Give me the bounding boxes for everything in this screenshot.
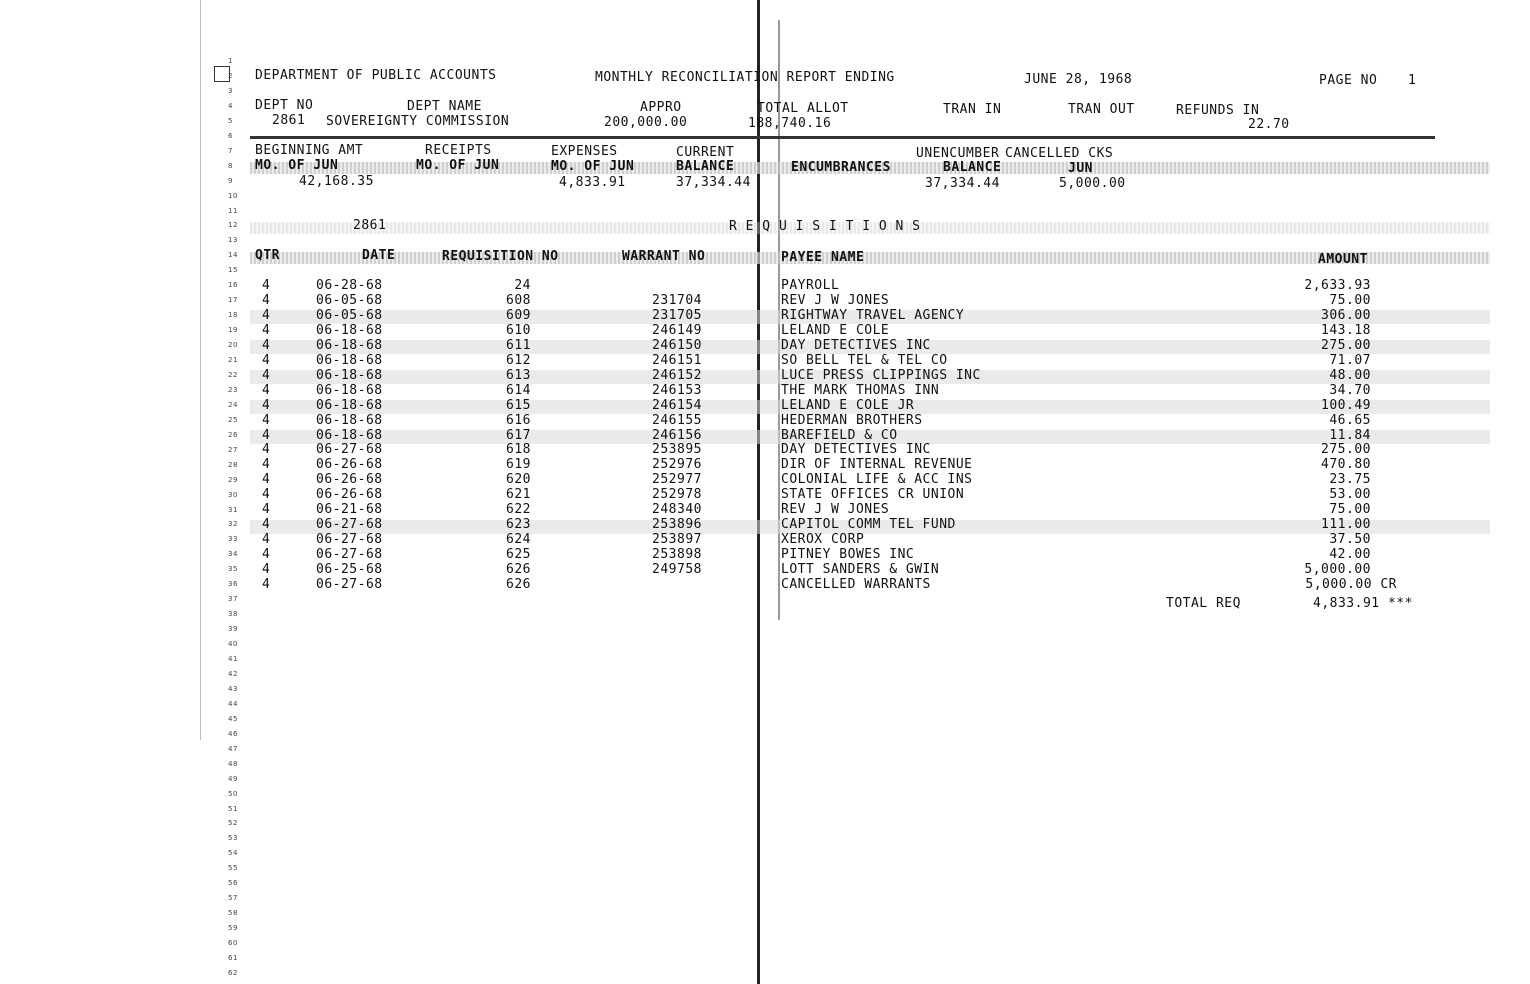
line-number: 53 <box>228 834 238 842</box>
cell-amount: 470.80 <box>1321 457 1371 472</box>
cell-qtr: 4 <box>262 293 271 308</box>
header-rule <box>250 136 1435 139</box>
cell-date: 06-18-68 <box>316 428 383 443</box>
cell-warrant: 252978 <box>652 487 702 502</box>
cell-req: 609 <box>506 308 531 323</box>
value-unencumbered-balance: 37,334.44 <box>925 176 1000 191</box>
line-number: 41 <box>228 655 238 663</box>
cell-warrant: 253896 <box>652 517 702 532</box>
value-current-balance: 37,334.44 <box>676 175 751 190</box>
cell-qtr: 4 <box>262 547 271 562</box>
line-number: 27 <box>228 446 238 454</box>
label-balance: BALANCE <box>943 160 1002 175</box>
cell-amount: 275.00 <box>1321 442 1371 457</box>
label-mo-of-jun: MO. OF JUN <box>416 158 500 173</box>
line-number: 45 <box>228 715 238 723</box>
line-number: 22 <box>228 371 238 379</box>
line-number: 3 <box>228 87 233 95</box>
cell-date: 06-26-68 <box>316 487 383 502</box>
cell-date: 06-25-68 <box>316 562 383 577</box>
cell-date: 06-27-68 <box>316 532 383 547</box>
line-number: 4 <box>228 102 233 110</box>
line-number: 57 <box>228 894 238 902</box>
line-number: 58 <box>228 909 238 917</box>
cell-amount: 48.00 <box>1329 368 1371 383</box>
cell-date: 06-18-68 <box>316 383 383 398</box>
line-number: 25 <box>228 416 238 424</box>
label-balance: BALANCE <box>676 159 735 174</box>
line-number: 2 <box>228 72 233 80</box>
cell-req: 612 <box>506 353 531 368</box>
cell-warrant: 246155 <box>652 413 702 428</box>
cell-amount: 53.00 <box>1329 487 1371 502</box>
column-header-payee-name: PAYEE NAME <box>781 250 865 265</box>
cell-payee: DIR OF INTERNAL REVENUE <box>781 457 973 472</box>
line-number: 36 <box>228 580 238 588</box>
cell-amount: 111.00 <box>1321 517 1371 532</box>
line-number: 12 <box>228 221 238 229</box>
cell-warrant: 246150 <box>652 338 702 353</box>
greenbar-band <box>250 249 1490 264</box>
cell-req: 610 <box>506 323 531 338</box>
page-number: 1 <box>1408 73 1417 88</box>
cell-payee: STATE OFFICES CR UNION <box>781 487 965 502</box>
line-number: 46 <box>228 730 238 738</box>
line-number: 38 <box>228 610 238 618</box>
line-number: 52 <box>228 819 238 827</box>
cell-req: 611 <box>506 338 531 353</box>
cell-qtr: 4 <box>262 502 271 517</box>
cell-payee: COLONIAL LIFE & ACC INS <box>781 472 973 487</box>
cell-warrant: 248340 <box>652 502 702 517</box>
line-number: 18 <box>228 311 238 319</box>
line-number: 30 <box>228 491 238 499</box>
column-header-requisition-no: REQUISITION NO <box>442 249 559 264</box>
label-tran-in: TRAN IN <box>943 102 1002 117</box>
cell-payee: LELAND E COLE <box>781 323 890 338</box>
cell-payee: HEDERMAN BROTHERS <box>781 413 923 428</box>
line-number: 1 <box>228 57 233 65</box>
cell-qtr: 4 <box>262 532 271 547</box>
line-number: 6 <box>228 132 233 140</box>
value-cancelled-jun: 5,000.00 <box>1059 176 1126 191</box>
cell-payee: REV J W JONES <box>781 293 890 308</box>
cell-warrant: 253895 <box>652 442 702 457</box>
line-number: 16 <box>228 281 238 289</box>
cell-date: 06-18-68 <box>316 353 383 368</box>
line-number: 31 <box>228 506 238 514</box>
department-title: DEPARTMENT OF PUBLIC ACCOUNTS <box>255 68 497 83</box>
cell-payee: XEROX CORP <box>781 532 865 547</box>
cell-date: 06-27-68 <box>316 442 383 457</box>
line-number: 60 <box>228 939 238 947</box>
cell-payee: RIGHTWAY TRAVEL AGENCY <box>781 308 965 323</box>
line-number: 54 <box>228 849 238 857</box>
line-number: 40 <box>228 640 238 648</box>
value-dept-no: 2861 <box>272 113 306 128</box>
label-beginning-amt: BEGINNING AMT <box>255 143 364 158</box>
cell-payee: LOTT SANDERS & GWIN <box>781 562 940 577</box>
line-number: 19 <box>228 326 238 334</box>
cell-qtr: 4 <box>262 278 271 293</box>
cell-date: 06-18-68 <box>316 368 383 383</box>
line-number: 43 <box>228 685 238 693</box>
cell-req: 618 <box>506 442 531 457</box>
cell-amount: 34.70 <box>1329 383 1371 398</box>
label-encumbrances: ENCUMBRANCES <box>791 160 891 175</box>
cell-date: 06-28-68 <box>316 278 383 293</box>
cell-date: 06-18-68 <box>316 413 383 428</box>
line-number: 48 <box>228 760 238 768</box>
line-number: 51 <box>228 805 238 813</box>
line-number: 62 <box>228 969 238 977</box>
cell-req: 626 <box>506 577 531 592</box>
value-dept-name: SOVEREIGNTY COMMISSION <box>326 114 510 129</box>
cell-req: 613 <box>506 368 531 383</box>
line-number: 49 <box>228 775 238 783</box>
cell-qtr: 4 <box>262 383 271 398</box>
cell-qtr: 4 <box>262 323 271 338</box>
line-number: 21 <box>228 356 238 364</box>
cell-payee: DAY DETECTIVES INC <box>781 442 931 457</box>
cell-qtr: 4 <box>262 457 271 472</box>
label-current: CURRENT <box>676 145 735 160</box>
line-number: 32 <box>228 520 238 528</box>
cell-amount: 306.00 <box>1321 308 1371 323</box>
value-total-allot: 188,740.16 <box>748 116 832 131</box>
cell-amount: 46.65 <box>1329 413 1371 428</box>
label-mo-of-jun: MO. OF JUN <box>255 158 339 173</box>
column-header-qtr: QTR <box>255 248 280 263</box>
line-number: 13 <box>228 236 238 244</box>
label-jun: JUN <box>1068 161 1093 176</box>
cell-warrant: 249758 <box>652 562 702 577</box>
line-number: 29 <box>228 476 238 484</box>
line-number: 10 <box>228 192 238 200</box>
line-number: 55 <box>228 864 238 872</box>
line-number: 56 <box>228 879 238 887</box>
line-number: 5 <box>228 117 233 125</box>
cell-qtr: 4 <box>262 442 271 457</box>
cell-warrant: 231705 <box>652 308 702 323</box>
line-number: 59 <box>228 924 238 932</box>
cell-date: 06-21-68 <box>316 502 383 517</box>
center-fold-line <box>757 0 760 984</box>
line-number: 8 <box>228 162 233 170</box>
cell-amount: 2,633.93 <box>1304 278 1371 293</box>
label-dept-no: DEPT NO <box>255 98 314 113</box>
column-header-date: DATE <box>362 248 396 263</box>
column-header-warrant-no: WARRANT NO <box>622 249 706 264</box>
value-beginning-amt: 42,168.35 <box>299 174 374 189</box>
line-number: 50 <box>228 790 238 798</box>
cell-date: 06-27-68 <box>316 517 383 532</box>
cell-warrant: 253898 <box>652 547 702 562</box>
cell-date: 06-18-68 <box>316 398 383 413</box>
cell-qtr: 4 <box>262 413 271 428</box>
line-number: 42 <box>228 670 238 678</box>
cell-qtr: 4 <box>262 517 271 532</box>
cell-qtr: 4 <box>262 428 271 443</box>
cell-payee: CANCELLED WARRANTS <box>781 577 931 592</box>
cell-qtr: 4 <box>262 338 271 353</box>
cell-warrant: 246151 <box>652 353 702 368</box>
cell-amount: 23.75 <box>1329 472 1371 487</box>
line-number: 24 <box>228 401 238 409</box>
line-number: 61 <box>228 954 238 962</box>
label-expenses: EXPENSES <box>551 144 618 159</box>
cell-date: 06-18-68 <box>316 338 383 353</box>
column-header-amount: AMOUNT <box>1318 252 1368 267</box>
cell-amount: 42.00 <box>1329 547 1371 562</box>
cell-qtr: 4 <box>262 308 271 323</box>
cell-amount: 100.49 <box>1321 398 1371 413</box>
line-number: 35 <box>228 565 238 573</box>
cell-payee: LELAND E COLE JR <box>781 398 915 413</box>
cell-warrant: 231704 <box>652 293 702 308</box>
label-unencumbered: UNENCUMBER <box>916 146 1000 161</box>
value-expenses: 4,833.91 <box>559 175 626 190</box>
cell-req: 621 <box>506 487 531 502</box>
cell-payee: BAREFIELD & CO <box>781 428 898 443</box>
cell-req: 24 <box>514 278 531 293</box>
line-number: 34 <box>228 550 238 558</box>
cell-req: 614 <box>506 383 531 398</box>
label-cancelled-cks: CANCELLED CKS <box>1005 146 1114 161</box>
cell-qtr: 4 <box>262 487 271 502</box>
line-number: 14 <box>228 251 238 259</box>
cell-qtr: 4 <box>262 368 271 383</box>
cell-payee: PAYROLL <box>781 278 840 293</box>
cell-req: 615 <box>506 398 531 413</box>
cell-warrant: 246153 <box>652 383 702 398</box>
cell-date: 06-05-68 <box>316 293 383 308</box>
cell-date: 06-18-68 <box>316 323 383 338</box>
label-refunds-in: REFUNDS IN <box>1176 103 1260 118</box>
cell-warrant: 252976 <box>652 457 702 472</box>
line-number: 20 <box>228 341 238 349</box>
cell-payee: THE MARK THOMAS INN <box>781 383 940 398</box>
page-label: PAGE NO <box>1319 73 1378 88</box>
total-req-label: TOTAL REQ <box>1166 596 1241 611</box>
cell-amount: 71.07 <box>1329 353 1371 368</box>
cell-req: 623 <box>506 517 531 532</box>
cell-payee: LUCE PRESS CLIPPINGS INC <box>781 368 981 383</box>
cell-payee: CAPITOL COMM TEL FUND <box>781 517 956 532</box>
line-number: 15 <box>228 266 238 274</box>
line-number: 28 <box>228 461 238 469</box>
value-appro: 200,000.00 <box>604 115 688 130</box>
cell-qtr: 4 <box>262 353 271 368</box>
cell-warrant: 246154 <box>652 398 702 413</box>
cell-qtr: 4 <box>262 398 271 413</box>
label-dept-name: DEPT NAME <box>407 99 482 114</box>
cell-payee: REV J W JONES <box>781 502 890 517</box>
line-number: 44 <box>228 700 238 708</box>
line-number: 47 <box>228 745 238 753</box>
cell-date: 06-26-68 <box>316 472 383 487</box>
report-title: MONTHLY RECONCILIATION REPORT ENDING <box>595 70 895 85</box>
line-number: 39 <box>228 625 238 633</box>
line-number: 26 <box>228 431 238 439</box>
requisitions-title: R E Q U I S I T I O N S <box>729 219 921 234</box>
cell-date: 06-26-68 <box>316 457 383 472</box>
cell-qtr: 4 <box>262 577 271 592</box>
cell-amount: 5,000.00 <box>1304 562 1371 577</box>
cell-req: 619 <box>506 457 531 472</box>
cell-amount: 75.00 <box>1329 293 1371 308</box>
cell-amount: 5,000.00 CR <box>1305 577 1397 592</box>
cell-amount: 275.00 <box>1321 338 1371 353</box>
page-edge-line <box>200 0 201 740</box>
cell-date: 06-27-68 <box>316 547 383 562</box>
line-number: 9 <box>228 177 233 185</box>
line-number: 17 <box>228 296 238 304</box>
cell-req: 625 <box>506 547 531 562</box>
cell-req: 622 <box>506 502 531 517</box>
line-number: 37 <box>228 595 238 603</box>
cell-amount: 11.84 <box>1329 428 1371 443</box>
label-mo-of-jun: MO. OF JUN <box>551 159 635 174</box>
line-number: 33 <box>228 535 238 543</box>
cell-req: 624 <box>506 532 531 547</box>
cell-warrant: 246149 <box>652 323 702 338</box>
label-appro: APPRO <box>640 100 682 115</box>
cell-req: 626 <box>506 562 531 577</box>
cell-warrant: 253897 <box>652 532 702 547</box>
cell-warrant: 246156 <box>652 428 702 443</box>
cell-qtr: 4 <box>262 562 271 577</box>
report-date: JUNE 28, 1968 <box>1024 72 1133 87</box>
cell-date: 06-27-68 <box>316 577 383 592</box>
cell-qtr: 4 <box>262 472 271 487</box>
cell-date: 06-05-68 <box>316 308 383 323</box>
cell-payee: PITNEY BOWES INC <box>781 547 915 562</box>
cell-amount: 37.50 <box>1329 532 1371 547</box>
cell-payee: SO BELL TEL & TEL CO <box>781 353 948 368</box>
line-number: 7 <box>228 147 233 155</box>
cell-warrant: 252977 <box>652 472 702 487</box>
cell-amount: 75.00 <box>1329 502 1371 517</box>
label-tran-out: TRAN OUT <box>1068 102 1135 117</box>
line-number: 11 <box>228 207 238 215</box>
line-number: 23 <box>228 386 238 394</box>
cell-req: 608 <box>506 293 531 308</box>
value-refunds-in: 22.70 <box>1248 117 1290 132</box>
cell-req: 620 <box>506 472 531 487</box>
cell-amount: 143.18 <box>1321 323 1371 338</box>
requisitions-dept-no: 2861 <box>353 218 387 233</box>
label-total-allot: TOTAL ALLOT <box>757 101 849 116</box>
cell-req: 616 <box>506 413 531 428</box>
total-req-amount: 4,833.91 *** <box>1313 596 1413 611</box>
cell-payee: DAY DETECTIVES INC <box>781 338 931 353</box>
cell-warrant: 246152 <box>652 368 702 383</box>
label-receipts: RECEIPTS <box>425 143 492 158</box>
cell-req: 617 <box>506 428 531 443</box>
